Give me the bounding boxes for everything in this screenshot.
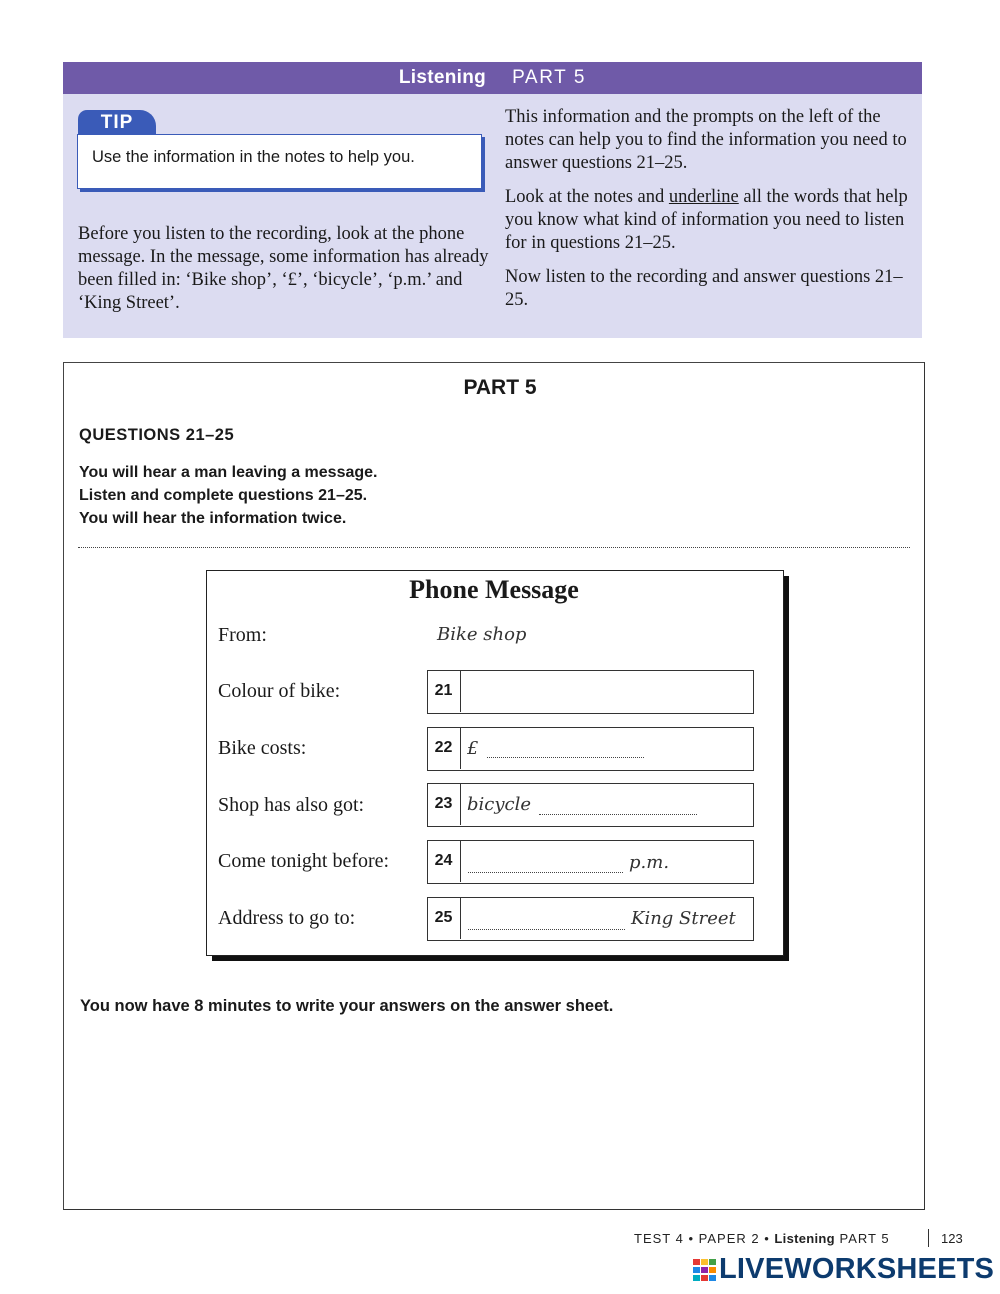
header-section-label: Listening [398,67,487,88]
left-paragraph: Before you listen to the recording, look at the phone message. In the message, some information has already been filled in: ‘Bike shop’, ‘£’, ‘bicycle’, ‘p.m.’ and ‘King Street’. [78,224,489,313]
instruction-line: Listen and complete questions 21–25. [79,487,368,504]
dotted-divider [78,547,910,548]
prefilled-suffix: King Street [631,908,736,929]
prefilled-prefix: bicycle [467,794,532,815]
right-paragraph-2 [505,186,910,255]
card-title: Phone Message [409,575,579,604]
footer-section: Listening [774,1231,835,1246]
tip-text: Use the information in the notes to help you. [92,148,415,166]
brand-logo-text: LIVEWORKSHEETS [719,1253,995,1285]
rp2-before: Look at the notes and [505,187,669,207]
question-number: 22 [427,727,461,769]
footer-separator [928,1229,929,1247]
answer-box-21[interactable] [427,670,754,714]
prefilled-suffix: p.m. [629,852,670,873]
from-label: From: [218,624,267,646]
bullet-icon: • [764,1231,770,1246]
prefilled-prefix: £ [467,738,479,759]
row-label: Come tonight before: [218,850,390,872]
question-number: 23 [427,783,461,825]
right-paragraph-1: This information and the prompts on the left of the notes can help you to find the information you need to answer questions 21–25. [505,107,907,173]
from-value: Bike shop [437,624,527,645]
rp2-underlined: underline [668,187,739,207]
tip-label: TIP [78,110,156,136]
header-part-label: PART 5 [512,67,587,88]
question-number: 24 [427,840,461,882]
row-label: Shop has also got: [218,794,365,816]
footer-test: TEST 4 [634,1231,684,1246]
section-header [63,62,922,94]
answer-box-24[interactable] [427,840,754,884]
instruction-line: You will hear the information twice. [79,510,347,527]
footer-part: PART 5 [839,1231,890,1246]
footer-paper: PAPER 2 [698,1231,760,1246]
page-footer [634,1231,890,1246]
part-title: PART 5 [463,376,537,399]
row-label: Colour of bike: [218,680,341,702]
final-instruction: You now have 8 minutes to write your answers on the answer sheet. [80,997,614,1015]
question-number: 21 [427,670,461,712]
row-label: Bike costs: [218,737,307,759]
dotted-answer-line [539,814,697,815]
instruction-line: You will hear a man leaving a message. [79,464,378,481]
right-paragraph-3: Now listen to the recording and answer questions 21–25. [505,267,903,310]
bullet-icon: • [688,1231,695,1246]
rp2-after: all the words that help you know what kind of information you need to listen for in questions 21–25. [505,187,908,253]
dotted-answer-line [468,872,623,873]
liveworksheets-logo-icon [693,1259,717,1281]
row-label: Address to go to: [218,907,356,929]
dotted-answer-line [487,757,644,758]
page-number: 123 [941,1231,963,1246]
questions-title: QUESTIONS 21–25 [79,426,235,444]
dotted-answer-line [468,929,625,930]
question-number: 25 [427,897,461,939]
